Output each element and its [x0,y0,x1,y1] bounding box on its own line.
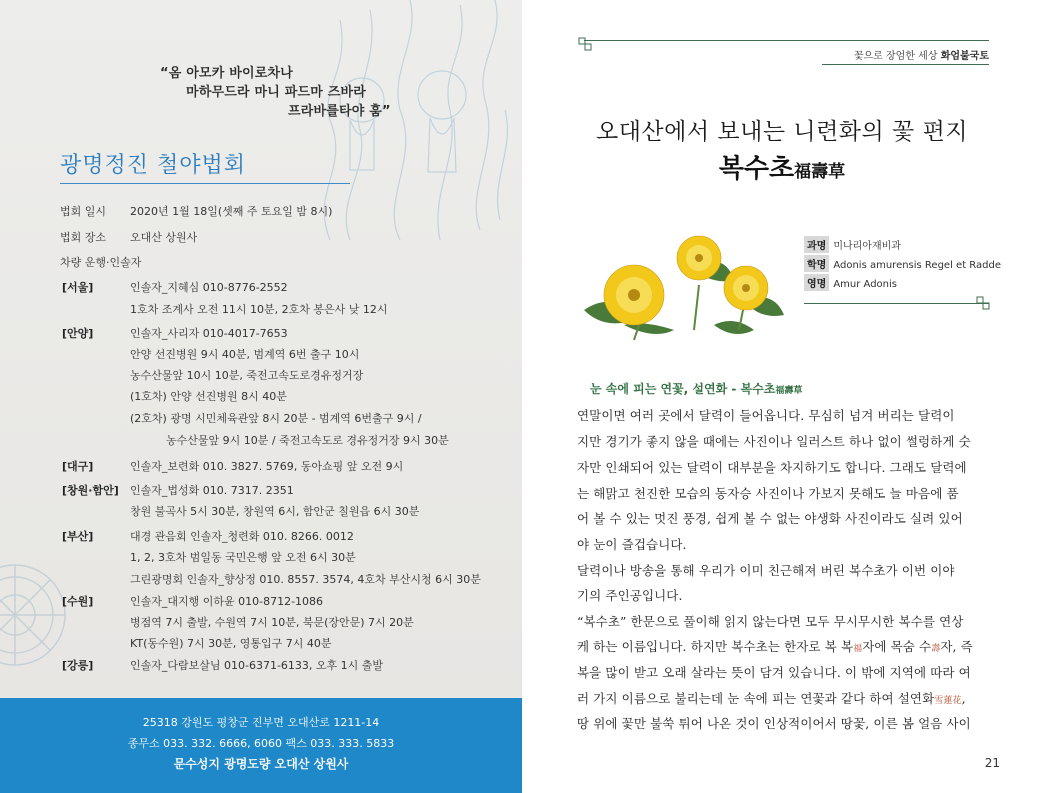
body-text: “복수초” 한문으로 풀이해 읽지 않는다면 모두 무시무시한 복수를 연상 [577,614,964,629]
body-line [577,484,959,502]
region-line: 인솔자_법성화 010. 7317. 2351 [130,484,294,497]
region-changwon-haman: [창원·함안] [62,484,119,497]
region-line: 대경 관음회 인솔자_청련화 010. 8266. 0012 [130,530,354,543]
hanja-gloss: 福 [853,644,863,654]
body-text: 는 해맑고 천진한 모습의 동자승 사진이나 가보지 못해도 늘 마음에 품 [577,486,959,501]
body-line [577,637,973,655]
body-line [577,689,966,707]
region-line: 그린광명회 인솔자_향상정 010. 8557. 3574, 4호차 부산시청 6시 30분 [130,573,481,586]
body-text: 복을 많이 받고 오래 살라는 뜻이 담겨 있습니다. 이 밖에 지역에 따라 여 [577,665,971,680]
meta-value: 미나리아재비과 [833,241,901,252]
info-transport [60,254,141,270]
right-page [522,0,1042,793]
meta-english-name [804,274,897,291]
region-line: 병점역 7시 출발, 수원역 7시 10분, 북문(장안문) 7시 20분 [130,616,414,629]
running-header [854,47,989,62]
meta-tag: 학명 [804,255,829,272]
body-text: 지만 경기가 좋지 않을 때에는 사진이나 일러스트 하나 없이 썰렁하게 숫 [577,434,971,449]
mantra-line: “옴 아모카 바이로차나 [160,66,294,81]
info-value: 2020년 1월 18일(셋째 주 토요일 밤 8시) [130,205,333,218]
region-line: 1호차 조계사 오전 11시 10분, 2호차 봉은사 낮 12시 [130,303,388,316]
event-title: 광명정진 철야법회 [60,153,247,178]
meta-value: Amur Adonis [833,279,897,290]
region-line: 인솔자_대지행 이하윤 010-8712-1086 [130,595,324,608]
article-subtitle [522,148,1042,185]
meta-tag: 영명 [804,274,829,291]
info-label: 법회 장소 [60,231,107,244]
page-number: 21 [984,756,1000,770]
body-line [577,406,955,424]
header-rule [822,64,989,65]
body-line [577,586,683,604]
hanja-gloss: 壽 [931,644,941,654]
body-text: 야 눈이 즐겁습니다. [577,537,687,552]
region-seoul: [서울] [62,281,94,294]
region-line: 농수산물앞 9시 10분 / 죽전고속도로 경유정거장 9시 30분 [166,434,449,447]
subtitle-korean: 복수초 [718,154,795,184]
body-line [577,535,687,553]
region-line: KT(동수원) 7시 30분, 영통입구 7시 40분 [130,637,332,650]
meta-value: Adonis amurensis Regel et Radde [833,260,1001,271]
section-heading [590,380,802,397]
section-heading-text: 눈 속에 피는 연꽃, 설연화 - 복수초 [590,382,776,396]
region-line: 농수산물앞 10시 10분, 죽전고속도로경유정거장 [130,369,364,382]
footer-temple-name: 문수성지 광명도량 오대산 상원사 [173,757,349,771]
meta-scientific-name [804,255,1001,272]
footer-phone: 종무소 033. 332. 6666, 6060 팩스 033. 333. 5833 [127,737,395,750]
body-line [577,509,963,527]
body-text: 케 하는 이름입니다. 하지만 복수초는 한자로 복 복 [577,639,854,654]
region-gangneung: [강릉] [62,659,94,672]
region-line: 창원 불곡사 5시 30분, 창원역 6시, 함안군 칠원읍 6시 30분 [130,505,420,518]
body-text: 러 가지 이름으로 불리는데 눈 속에 피는 연꽃과 같다 하여 설연화 [577,691,935,706]
region-line: 인솔자_다람보살님 010-6371-6133, 오후 1시 출발 [130,659,384,672]
hanja-gloss: 雪蓮花 [934,696,962,706]
meta-rule [804,303,989,304]
body-text: 자만 인쇄되어 있는 달력이 대부분을 차지하기도 합니다. 그래도 달력에 [577,460,967,475]
region-line: 안양 선진병원 9시 40분, 범계역 6번 출구 10시 [130,348,360,361]
region-suwon: [수원] [62,595,94,608]
article-title: 오대산에서 보내는 니련화의 꽃 편지 [595,119,968,145]
header-rule [584,40,989,41]
region-line: 인솔자_보련화 010. 3827. 5769, 동아쇼핑 앞 오전 9시 [130,460,404,473]
temple-footer [0,698,522,793]
section-heading-hanja: 福壽草 [775,386,803,396]
region-line: 인솔자_사리자 010-4017-7653 [130,327,288,340]
body-line [577,663,971,681]
body-text: 달력이나 방송을 통해 우리가 이미 친근해져 버린 복수초가 이번 이야 [577,563,955,578]
body-text: 연말이면 여러 곳에서 달력이 들어옵니다. 무심히 넘겨 버리는 달력이 [577,408,955,423]
body-text: 기의 주인공입니다. [577,588,683,603]
body-text: , [961,691,966,706]
footer-address: 25318 강원도 평창군 진부면 오대산로 1211-14 [142,716,380,729]
info-label: 차량 운행·인솔자 [60,256,142,269]
title-divider [60,183,350,184]
body-line [577,612,963,630]
info-venue [60,229,197,245]
header-bold: 화엄불국토 [940,51,989,62]
body-line [577,458,967,476]
region-line: (1호차) 안양 선진병원 8시 40분 [130,390,287,403]
info-date [60,203,332,219]
header-prefix: 꽃으로 장엄한 세상 [853,51,941,62]
body-text: 자에 목숨 수 [862,639,932,654]
body-text: 자, 즉 [940,639,973,654]
info-label: 법회 일시 [60,205,107,218]
info-value: 오대산 상원사 [130,231,198,244]
meta-tag: 과명 [804,236,829,253]
body-line [577,561,955,579]
subtitle-hanja: 福壽草 [794,162,846,182]
body-text: 땅 위에 꽃만 불쑥 튀어 나온 것이 인상적이어서 땅꽃, 이른 봄 얼음 사이 [577,716,971,731]
meta-family [804,236,901,253]
adonis-flower-illustration [574,230,794,350]
mantra-line: 마하무드라 마니 파드마 즈바라 [186,85,367,100]
region-anyang: [안양] [62,327,94,340]
body-text: 어 볼 수 있는 멋진 풍경, 쉽게 볼 수 없는 야생화 사진이라도 실려 있어 [577,511,963,526]
body-line [577,432,971,450]
body-line [577,714,971,732]
region-line: (2호차) 광명 시민체육관앞 8시 20분 - 범계역 6번출구 9시 / [130,412,422,425]
decorative-medallion [0,560,70,670]
mantra-line: 프라바를타야 훔” [288,104,391,119]
region-line: 인솔자_지혜심 010-8776-2552 [130,281,288,294]
region-busan: [부산] [62,530,94,543]
region-line: 1, 2, 3호차 범일동 국민은행 앞 오전 6시 30분 [130,551,356,564]
region-daegu: [대구] [62,460,94,473]
corner-ornament-icon [976,296,990,310]
